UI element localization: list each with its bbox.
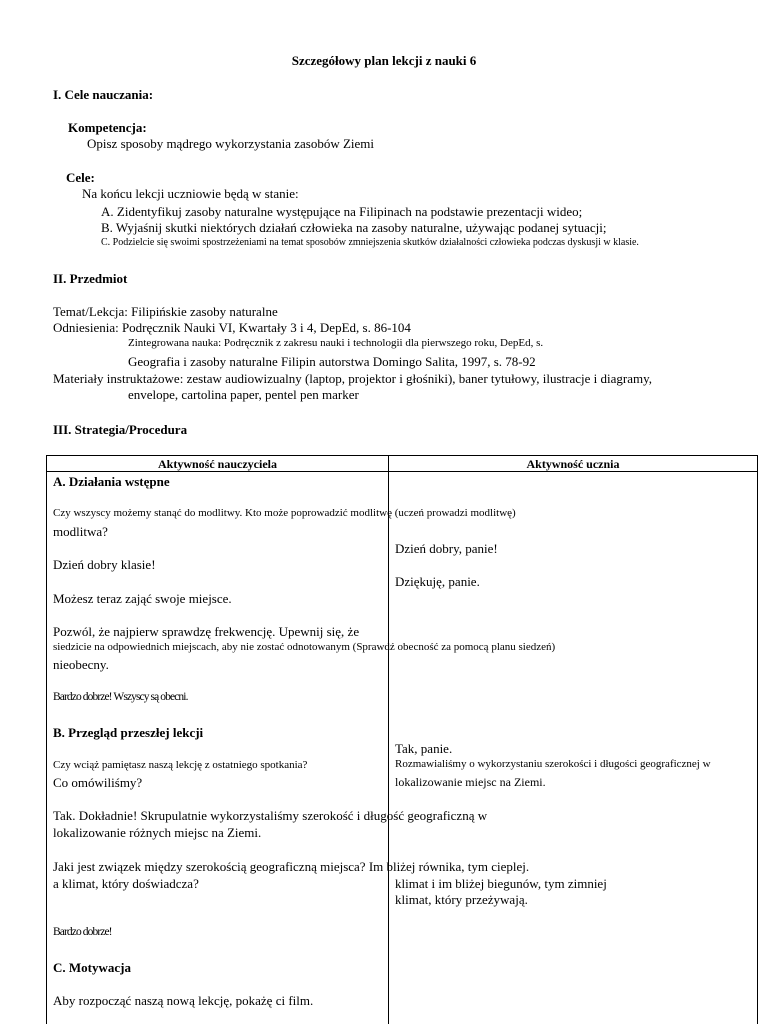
teacher-greeting: Dzień dobry klasie! bbox=[53, 557, 156, 572]
goals-intro: Na końcu lekcji uczniowie będą w stanie: bbox=[82, 186, 299, 201]
teacher-take-seat: Możesz teraz zająć swoje miejsce. bbox=[53, 591, 232, 606]
materials-line: Materiały instruktażowe: zestaw audiowizualny (laptop, projektor i głośniki), baner tytułowy, ilustracje i diagramy, bbox=[53, 371, 653, 386]
competency-label: Kompetencja: bbox=[68, 120, 147, 135]
section-1-heading: I. Cele nauczania: bbox=[53, 87, 154, 102]
goal-b: B. Wyjaśnij skutki niektórych działań człowieka na zasoby naturalne, używając podanej sytuacji; bbox=[101, 220, 607, 235]
subsection-c-heading: C. Motywacja bbox=[53, 960, 131, 975]
subsection-b-heading: B. Przegląd przeszłej lekcji bbox=[53, 725, 204, 740]
topic-line: Temat/Lekcja: Filipińskie zasoby naturalne bbox=[53, 304, 278, 319]
teacher-attendance-cont: siedzicie na odpowiednich miejscach, aby nie zostać odnotowanym (Sprawdź obecność za pomocą planu siedzeń) bbox=[53, 641, 556, 653]
reference-geography: Geografia i zasoby naturalne Filipin autorstwa Domingo Salita, 1997, s. 78-92 bbox=[128, 354, 536, 369]
student-yes-sir: Tak, panie. bbox=[395, 741, 453, 756]
teacher-attendance-end: nieobecny. bbox=[53, 657, 109, 672]
student-climate-answer-cont: klimat, który przeżywają. bbox=[395, 892, 528, 907]
student-greeting: Dzień dobry, panie! bbox=[395, 541, 498, 556]
teacher-review-question: Czy wciąż pamiętasz naszą lekcję z ostatniego spotkania? bbox=[53, 759, 308, 771]
teacher-very-good: Bardzo dobrze! bbox=[53, 926, 112, 938]
student-climate-answer: klimat i im bliżej biegunów, tym zimniej bbox=[395, 876, 607, 891]
section-2-heading: II. Przedmiot bbox=[53, 271, 128, 286]
teacher-latitude-question-cont: a klimat, który doświadcza? bbox=[53, 876, 199, 891]
goals-label: Cele: bbox=[66, 170, 95, 185]
student-thanks: Dziękuję, panie. bbox=[395, 574, 480, 589]
column-header-student: Aktywność ucznia bbox=[526, 457, 620, 471]
materials-line-2: envelope, cartolina paper, pentel pen marker bbox=[128, 387, 359, 402]
teacher-video-intro: Aby rozpocząć naszą nową lekcję, pokażę ci film. bbox=[53, 993, 314, 1008]
teacher-review-question-cont: Co omówiliśmy? bbox=[53, 775, 143, 790]
document-title: Szczegółowy plan lekcji z nauki 6 bbox=[291, 53, 477, 68]
column-header-teacher: Aktywność nauczyciela bbox=[158, 457, 277, 471]
teacher-prayer-prompt-cont: modlitwa? bbox=[53, 524, 108, 539]
teacher-all-present: Bardzo dobrze! Wszyscy są obecni. bbox=[53, 691, 188, 703]
teacher-prayer-prompt: Czy wszyscy możemy stanąć do modlitwy. Kto może poprowadzić modlitwę (uczeń prowadzi modlitwę) bbox=[53, 507, 516, 519]
teacher-confirm-review: Tak. Dokładnie! Skrupulatnie wykorzystaliśmy szerokość i długość geograficzną w bbox=[53, 808, 488, 823]
goal-a: A. Zidentyfikuj zasoby naturalne występujące na Filipinach na podstawie prezentacji wideo; bbox=[101, 204, 583, 219]
competency-text: Opisz sposoby mądrego wykorzystania zasobów Ziemi bbox=[87, 136, 375, 151]
subsection-a-heading: A. Działania wstępne bbox=[53, 474, 170, 489]
references-line: Odniesienia: Podręcznik Nauki VI, Kwartały 3 i 4, DepEd, s. 86-104 bbox=[53, 320, 411, 335]
teacher-latitude-question: Jaki jest związek między szerokością geograficzną miejsca? Im bliżej równika, tym cieplej. bbox=[53, 859, 530, 874]
teacher-attendance: Pozwól, że najpierw sprawdzę frekwencję. Upewnij się, że bbox=[53, 624, 360, 639]
student-review-answer: Rozmawialiśmy o wykorzystaniu szerokości i długości geograficznej w bbox=[395, 758, 711, 770]
student-review-answer-cont: lokalizowanie miejsc na Ziemi. bbox=[395, 775, 546, 789]
reference-integrated-science: Zintegrowana nauka: Podręcznik z zakresu nauki i technologii dla pierwszego roku, DepEd, s. bbox=[128, 337, 544, 349]
goal-c: C. Podzielcie się swoimi spostrzeżeniami na temat sposobów zmniejszenia skutków działalności człowieka podczas dyskusji w klasie. bbox=[101, 237, 639, 248]
teacher-confirm-review-cont: lokalizowanie różnych miejsc na Ziemi. bbox=[53, 825, 262, 840]
section-3-heading: III. Strategia/Procedura bbox=[53, 422, 188, 437]
